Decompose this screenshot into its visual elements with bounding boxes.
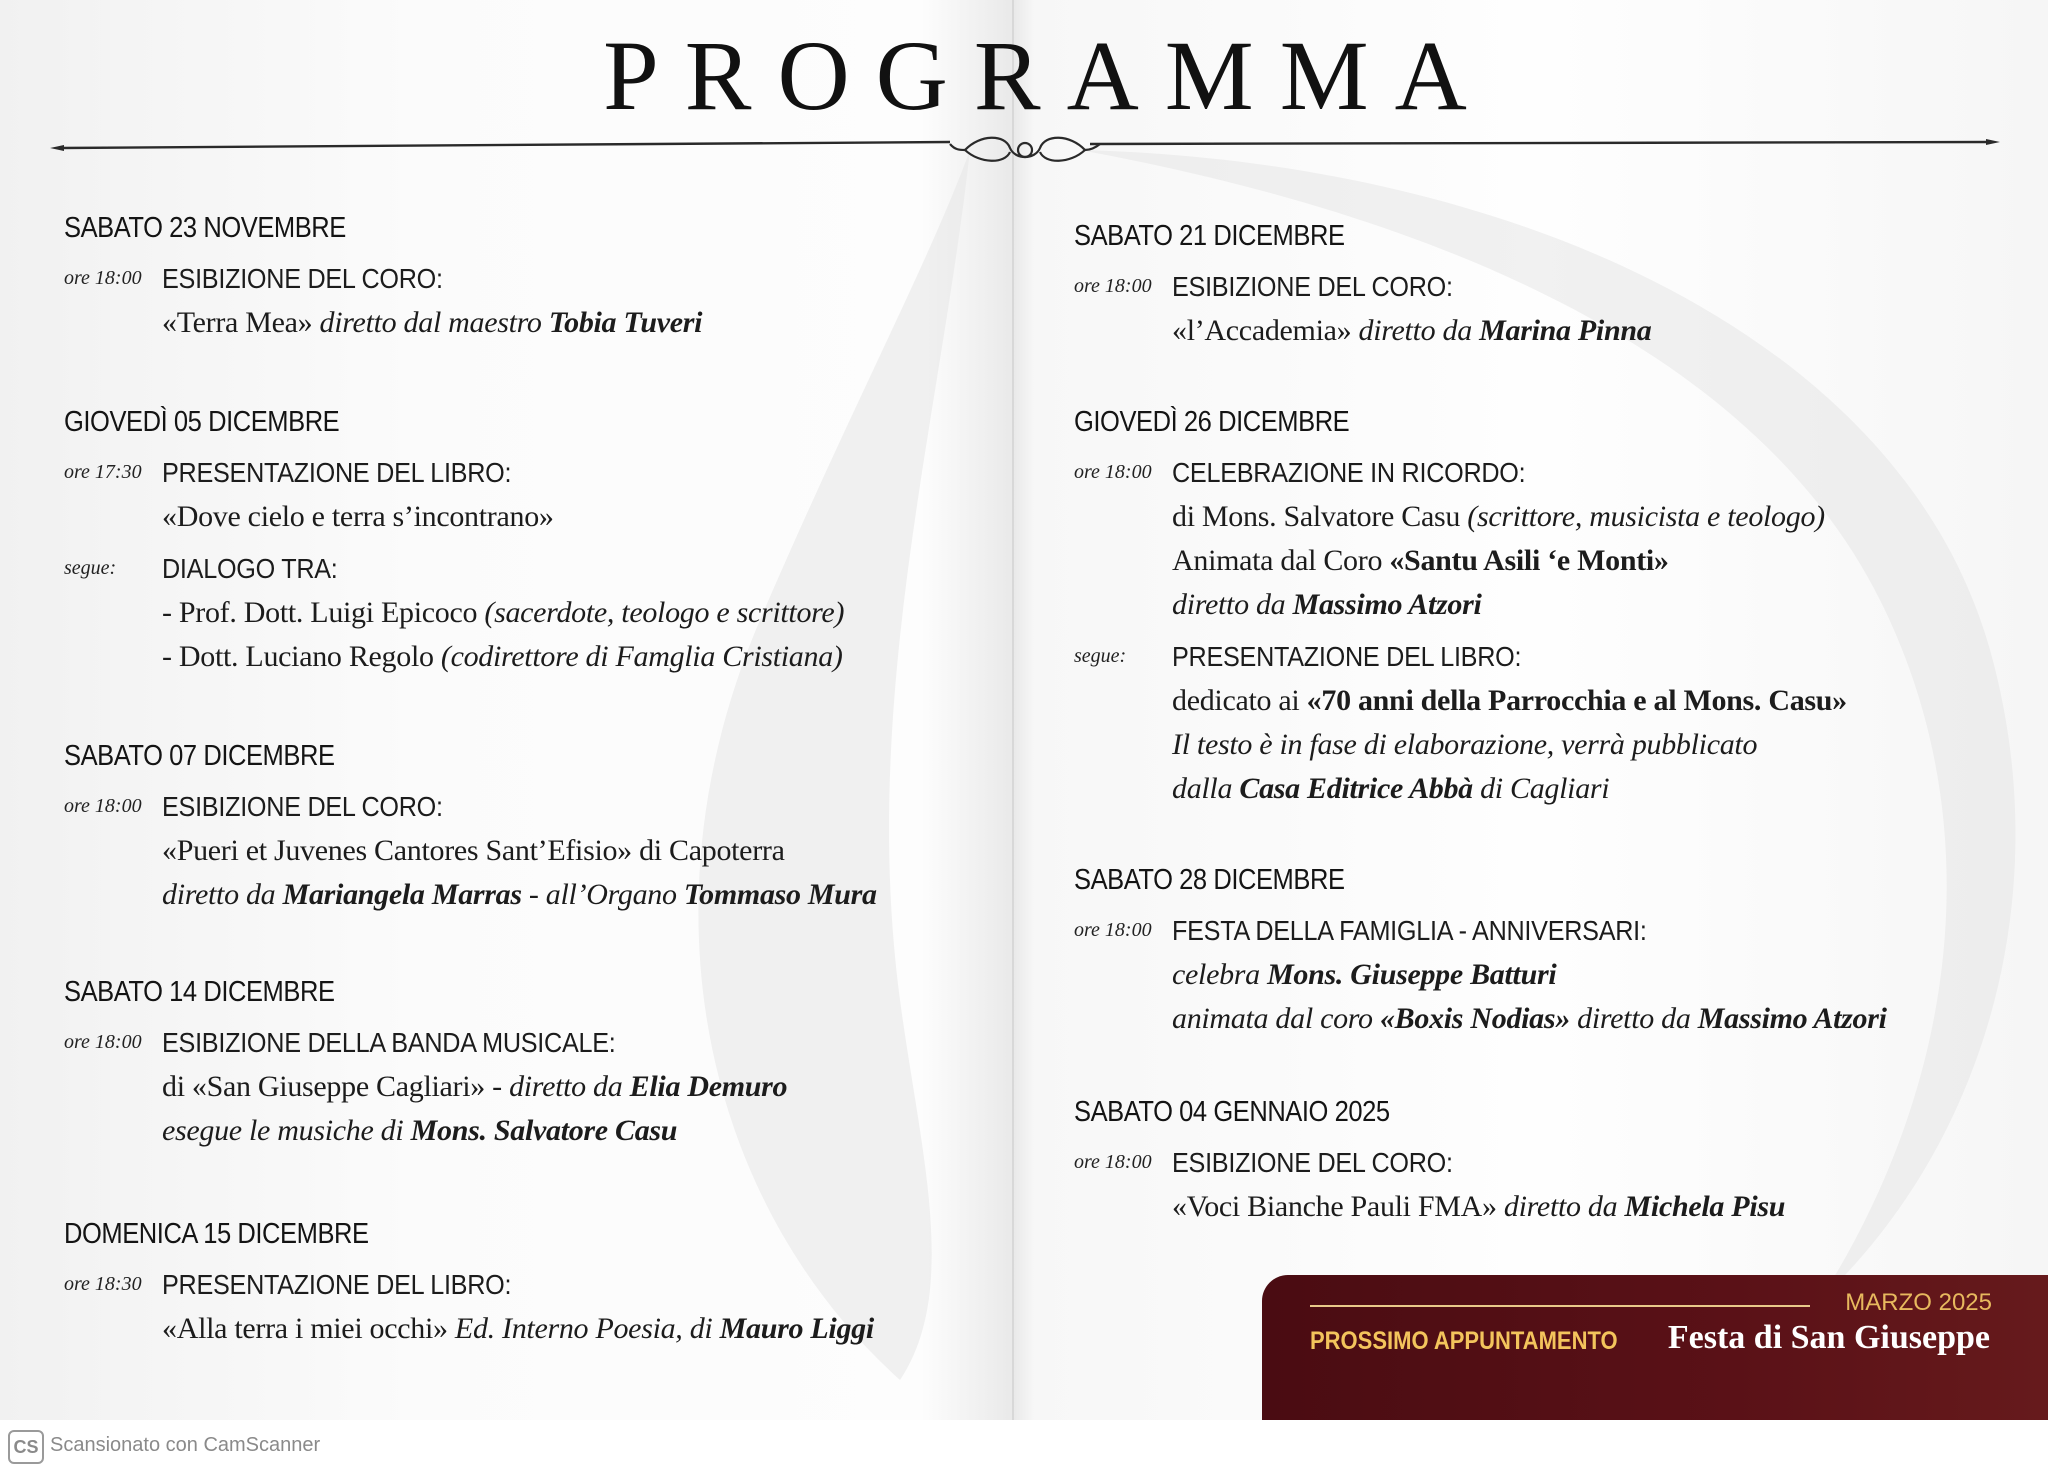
event-block (64, 740, 944, 925)
event-text: di Cagliari (1472, 772, 1610, 805)
event-text: Massimo Atzori (1292, 588, 1482, 621)
event-text: Mons. Giuseppe Batturi (1267, 958, 1557, 991)
event-line (1172, 495, 2034, 539)
event-heading: ESIBIZIONE DEL CORO: (162, 263, 443, 294)
event-text: diretto da (162, 878, 283, 911)
event-text: celebra (1172, 958, 1268, 991)
event-text: Casa Editrice Abbà (1239, 772, 1473, 805)
event-text: diretto da (1172, 588, 1293, 621)
event-heading: ESIBIZIONE DEL CORO: (1172, 271, 1453, 302)
event-line (162, 785, 944, 829)
event-text: Elia Demuro (629, 1070, 788, 1103)
page-fold (1012, 0, 1014, 1420)
event-slot (1074, 451, 2034, 627)
event-text: «l’Accademia» (1172, 314, 1352, 347)
event-line (162, 495, 944, 539)
event-slot (1074, 1141, 2034, 1229)
event-time: segue: (64, 557, 117, 579)
event-text: - Prof. Dott. Luigi Epicoco (162, 596, 478, 629)
event-line (1172, 1185, 2034, 1229)
banner-label: PROSSIMO APPUNTAMENTO (1310, 1327, 1618, 1355)
event-line (1172, 309, 2034, 353)
event-slot (64, 257, 944, 345)
event-text: Michela Pisu (1624, 1190, 1786, 1223)
event-heading: ESIBIZIONE DEL CORO: (162, 791, 443, 822)
event-line (162, 1021, 944, 1065)
event-time: ore 18:00 (1074, 275, 1152, 297)
event-heading: PRESENTAZIONE DEL LIBRO: (162, 1269, 512, 1300)
event-text: Mauro Liggi (719, 1312, 874, 1345)
event-line (1172, 679, 2034, 723)
event-slot (1074, 265, 2034, 353)
event-time: ore 18:00 (1074, 1151, 1152, 1173)
next-appointment-banner (1262, 1275, 2048, 1420)
camscanner-watermark: Scansionato con CamScanner (50, 1434, 321, 1456)
event-line (1172, 265, 2034, 309)
event-date: SABATO 23 NOVEMBRE (64, 212, 346, 244)
event-heading: FESTA DELLA FAMIGLIA - ANNIVERSARI: (1172, 915, 1647, 946)
event-text: - Dott. Luciano Regolo (162, 640, 434, 673)
event-line (162, 635, 944, 679)
event-text: «Pueri et Juvenes Cantores Sant’Efisio» (162, 834, 632, 867)
event-text: animata dal coro (1172, 1002, 1380, 1035)
event-line (162, 591, 944, 635)
banner-event: Festa di San Giuseppe (1667, 1319, 1990, 1356)
event-text: Mariangela Marras (282, 878, 522, 911)
event-text: «Dove cielo e terra s’incontrano» (162, 500, 554, 533)
event-block (64, 406, 944, 687)
event-block (1074, 864, 2034, 1049)
event-text: (scrittore, musicista e teologo) (1460, 500, 1825, 533)
event-slot (64, 451, 944, 539)
event-slot (64, 1263, 944, 1351)
scanner-watermark-bar (0, 1420, 2048, 1470)
event-heading: PRESENTAZIONE DEL LIBRO: (1172, 641, 1522, 672)
event-time: ore 18:00 (1074, 461, 1152, 483)
event-text: (sacerdote, teologo e scrittore) (477, 596, 845, 629)
event-date: GIOVEDÌ 05 DICEMBRE (64, 406, 340, 438)
event-date: SABATO 21 DICEMBRE (1074, 220, 1345, 252)
event-date: SABATO 28 DICEMBRE (1074, 864, 1345, 896)
event-text: «70 anni della Parrocchia e al Mons. Casu» (1306, 684, 1847, 717)
event-text: (codirettore di Famglia Cristiana) (433, 640, 843, 673)
event-text: di (689, 1312, 720, 1345)
event-slot (64, 1021, 944, 1153)
event-line (1172, 909, 2034, 953)
event-line (1172, 767, 2034, 811)
camscanner-logo: CS (8, 1430, 44, 1464)
event-date: GIOVEDÌ 26 DICEMBRE (1074, 406, 1350, 438)
event-line (162, 547, 944, 591)
page-title: PROGRAMMA (603, 20, 1493, 131)
event-text: Massimo Atzori (1697, 1002, 1887, 1035)
event-line (162, 1065, 944, 1109)
event-date: SABATO 14 DICEMBRE (64, 976, 335, 1008)
event-slot (64, 547, 944, 679)
event-line (162, 301, 944, 345)
event-text: «Voci Bianche Pauli FMA» (1172, 1190, 1497, 1223)
event-heading: ESIBIZIONE DEL CORO: (1172, 1147, 1453, 1178)
event-line (1172, 451, 2034, 495)
event-line (1172, 583, 2034, 627)
event-text: dalla (1172, 772, 1240, 805)
event-text: esegue le musiche di (162, 1114, 411, 1147)
event-text: Tommaso Mura (683, 878, 877, 911)
event-line (162, 1263, 944, 1307)
event-slot (1074, 635, 2034, 811)
event-text: diretto da (1496, 1190, 1625, 1223)
event-time: segue: (1074, 645, 1127, 667)
event-text: dedicato ai (1172, 684, 1307, 717)
event-block (64, 1218, 944, 1359)
event-time: ore 18:00 (64, 267, 142, 289)
event-line (1172, 635, 2034, 679)
event-line (1172, 953, 2034, 997)
event-time: ore 18:00 (64, 795, 142, 817)
event-line (162, 873, 944, 917)
event-text: «Boxis Nodias» (1379, 1002, 1570, 1035)
event-line (162, 829, 944, 873)
event-block (1074, 1096, 2034, 1237)
event-text: Il testo è in fase di elaborazione, verrà pubblicato (1172, 728, 1758, 761)
event-text: «Santu Asili ‘e Monti» (1389, 544, 1669, 577)
event-heading: CELEBRAZIONE IN RICORDO: (1172, 457, 1526, 488)
event-text: - all’Organo (521, 878, 684, 911)
event-text: diretto da (1569, 1002, 1698, 1035)
event-time: ore 17:30 (64, 461, 142, 483)
event-heading: DIALOGO TRA: (162, 553, 338, 584)
banner-rule (1310, 1305, 1810, 1307)
event-block (64, 212, 944, 353)
event-text: diretto da (1351, 314, 1480, 347)
event-text: «Terra Mea» (162, 306, 313, 339)
event-block (1074, 220, 2034, 361)
event-text: Mons. Salvatore Casu (410, 1114, 678, 1147)
event-text: Tobia Tuveri (548, 306, 703, 339)
event-text: di Mons. Salvatore Casu (1172, 500, 1461, 533)
event-time: ore 18:00 (64, 1031, 142, 1053)
event-text: di «San Giuseppe Cagliari» (162, 1070, 485, 1103)
event-line (162, 1307, 944, 1351)
ornamental-divider (50, 130, 2000, 180)
event-date: SABATO 07 DICEMBRE (64, 740, 335, 772)
event-text: Ed. Interno Poesia, (447, 1312, 690, 1345)
event-time: ore 18:30 (64, 1273, 142, 1295)
event-text: «Alla terra i miei occhi» (162, 1312, 448, 1345)
event-line (162, 1109, 944, 1153)
event-text: di Capoterra (631, 834, 785, 867)
event-line (1172, 723, 2034, 767)
event-block (1074, 406, 2034, 819)
event-text: Marina Pinna (1479, 314, 1652, 347)
event-line (1172, 997, 2034, 1041)
event-text: diretto dal maestro (312, 306, 549, 339)
event-line (162, 451, 944, 495)
event-time: ore 18:00 (1074, 919, 1152, 941)
event-heading: PRESENTAZIONE DEL LIBRO: (162, 457, 512, 488)
event-text: Animata dal Coro (1172, 544, 1390, 577)
event-slot (1074, 909, 2034, 1041)
event-text: - diretto da (484, 1070, 630, 1103)
event-line (1172, 1141, 2034, 1185)
event-line (1172, 539, 2034, 583)
event-date: SABATO 04 GENNAIO 2025 (1074, 1096, 1390, 1128)
event-heading: ESIBIZIONE DELLA BANDA MUSICALE: (162, 1027, 616, 1058)
event-date: DOMENICA 15 DICEMBRE (64, 1218, 369, 1250)
event-block (64, 976, 944, 1161)
banner-date: MARZO 2025 (1845, 1289, 1992, 1316)
event-line (162, 257, 944, 301)
event-slot (64, 785, 944, 917)
